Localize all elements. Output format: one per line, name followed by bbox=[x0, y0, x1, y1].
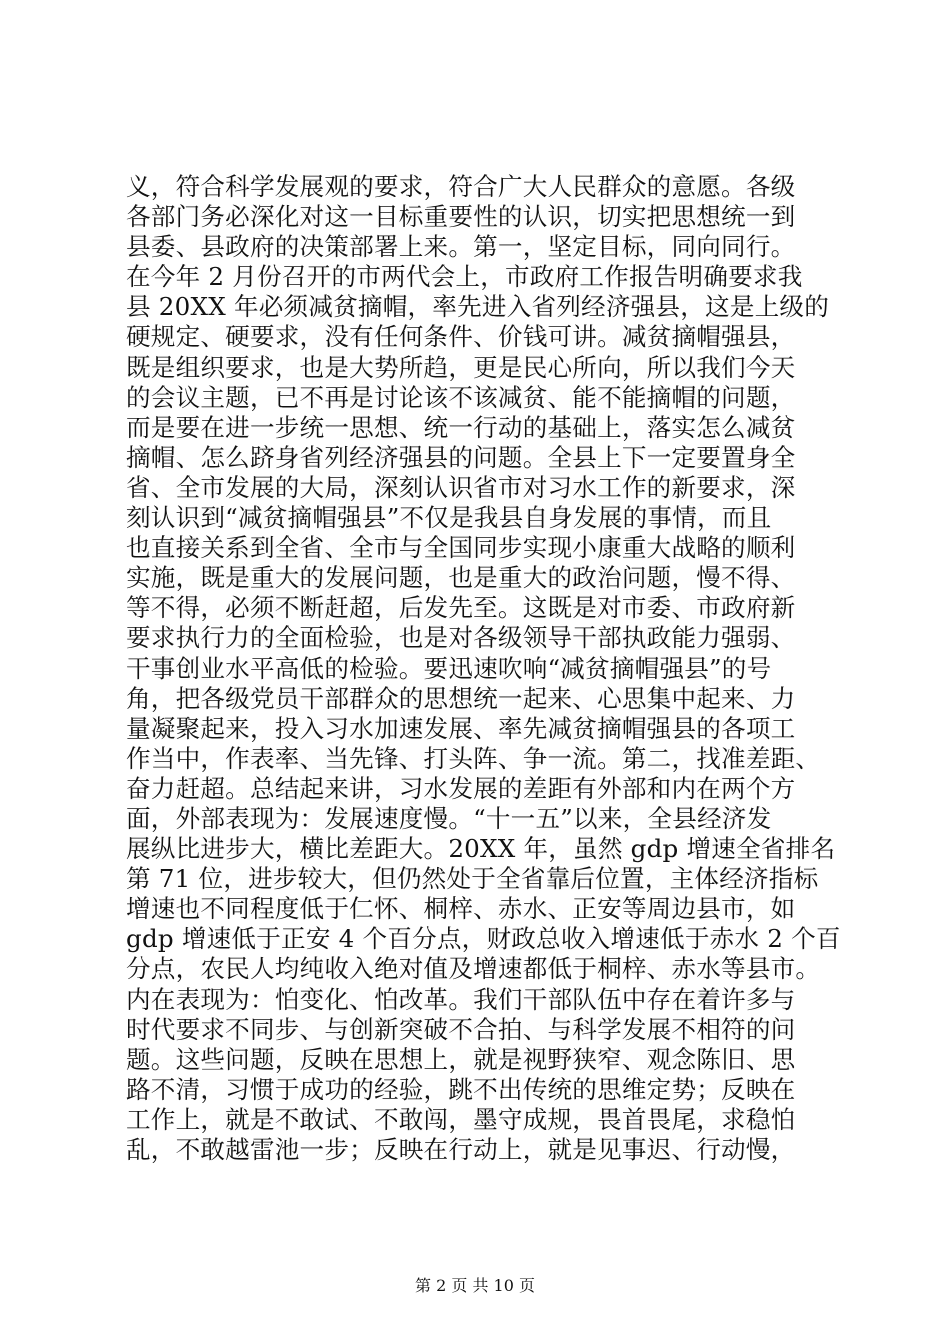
text-line: 面，外部表现为：发展速度慢。“十一五”以来，全县经济发 bbox=[126, 803, 772, 833]
text-line: 刻认识到“减贫摘帽强县”不仅是我县自身发展的事情，而且 bbox=[126, 503, 772, 533]
text-line: 作当中，作表率、当先锋、打头阵、争一流。第二，找准差距、 bbox=[126, 743, 821, 773]
text-line: 而是要在进一步统一思想、统一行动的基础上，落实怎么减贫 bbox=[126, 412, 796, 442]
text-line: 也直接关系到全省、全市与全国同步实现小康重大战略的顺利 bbox=[126, 533, 796, 563]
text-line: 实施，既是重大的发展问题，也是重大的政治问题，慢不得、 bbox=[126, 563, 796, 593]
text-line: 既是组织要求，也是大势所趋，更是民心所向，所以我们今天 bbox=[126, 352, 796, 382]
text-line: 第 71 位，进步较大，但仍然处于全省靠后位置，主体经济指标 bbox=[126, 864, 819, 894]
text-line: 时代要求不同步、与创新突破不合拍、与科学发展不相符的问 bbox=[126, 1014, 796, 1044]
text-line: 县 20XX 年必须减贫摘帽，率先进入省列经济强县，这是上级的 bbox=[126, 292, 829, 322]
text-line: 内在表现为：怕变化、怕改革。我们干部队伍中存在着许多与 bbox=[126, 984, 796, 1014]
text-line: 义，符合科学发展观的要求，符合广大人民群众的意愿。各级 bbox=[126, 172, 796, 201]
text-line: 要求执行力的全面检验，也是对各级领导干部执政能力强弱、 bbox=[126, 623, 796, 653]
text-line: 的会议主题，已不再是讨论该不该减贫、能不能摘帽的问题， bbox=[126, 382, 796, 412]
text-line: 硬规定、硬要求，没有任何条件、价钱可讲。减贫摘帽强县， bbox=[126, 322, 796, 352]
text-line: 奋力赶超。总结起来讲，习水发展的差距有外部和内在两个方 bbox=[126, 773, 796, 803]
text-line: 分点，农民人均纯收入绝对值及增速都低于桐梓、赤水等县市。 bbox=[126, 954, 821, 984]
text-line: 省、全市发展的大局，深刻认识省市对习水工作的新要求，深 bbox=[126, 472, 796, 502]
text-line: 干事创业水平高低的检验。要迅速吹响“减贫摘帽强县”的号 bbox=[126, 653, 772, 683]
text-line: 等不得，必须不断赶超，后发先至。这既是对市委、市政府新 bbox=[126, 593, 796, 623]
text-line: 各部门务必深化对这一目标重要性的认识，切实把思想统一到 bbox=[126, 202, 796, 232]
text-line: 县委、县政府的决策部署上来。第一，坚定目标，同向同行。 bbox=[126, 232, 796, 262]
text-line: 题。这些问题，反映在思想上，就是视野狭窄、观念陈旧、思 bbox=[126, 1044, 796, 1074]
body-text bbox=[126, 172, 846, 1165]
text-line: 展纵比进步大，横比差距大。20XX 年，虽然 gdp 增速全省排名 bbox=[126, 834, 836, 864]
text-line: gdp 增速低于正安 4 个百分点，财政总收入增速低于赤水 2 个百 bbox=[126, 924, 841, 954]
text-line: 增速也不同程度低于仁怀、桐梓、赤水、正安等周边县市，如 bbox=[126, 894, 796, 924]
text-line: 路不清，习惯于成功的经验，跳不出传统的思维定势；反映在 bbox=[126, 1074, 796, 1104]
text-line: 摘帽、怎么跻身省列经济强县的问题。全县上下一定要置身全 bbox=[126, 442, 796, 472]
text-line: 角，把各级党员干部群众的思想统一起来、心思集中起来、力 bbox=[126, 683, 796, 713]
text-line: 量凝聚起来，投入习水加速发展、率先减贫摘帽强县的各项工 bbox=[126, 713, 796, 743]
text-line: 乱，不敢越雷池一步；反映在行动上，就是见事迟、行动慢， bbox=[126, 1135, 796, 1164]
page-footer: 第 2 页 共 10 页 bbox=[415, 1276, 535, 1295]
text-line: 工作上，就是不敢试、不敢闯，墨守成规，畏首畏尾，求稳怕 bbox=[126, 1104, 796, 1134]
text-line: 在今年 2 月份召开的市两代会上，市政府工作报告明确要求我 bbox=[126, 262, 803, 292]
